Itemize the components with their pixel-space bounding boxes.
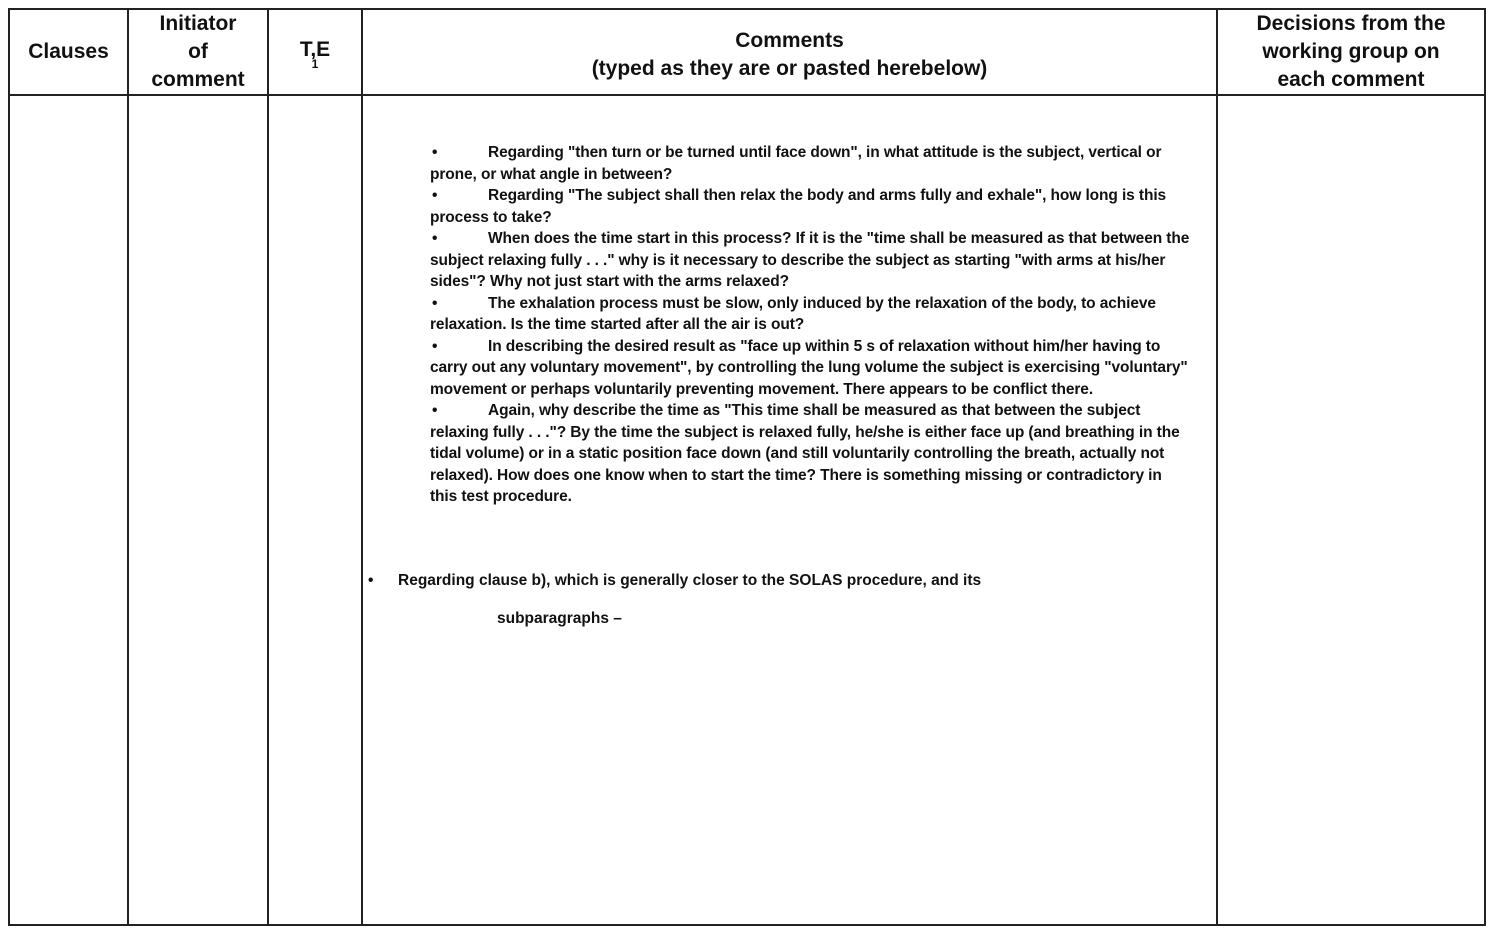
bullet-icon: •	[432, 187, 438, 204]
bullet-icon: •	[368, 572, 374, 589]
bullet-icon: •	[432, 230, 438, 247]
list-item: • Regarding "The subject shall then relax the body and arms fully and exhale", how long is this process to take?	[430, 187, 1167, 226]
header-te: T,E 1	[299, 38, 331, 71]
main-bullet-item: • Regarding clause b), which is generally closer to the SOLAS procedure, and its	[368, 570, 981, 592]
comment-sub-bullets	[430, 142, 1190, 508]
column-divider	[127, 10, 129, 924]
bullet-icon: •	[432, 294, 438, 312]
list-item: • When does the time start in this process? If it is the "time shall be measured as that between the subject relaxing fully . . ." why is it necessary to describe the subject as starting "with arms at his/her sides"? Why not just start with the arms relaxed?	[430, 230, 1190, 290]
bullet-icon: •	[432, 144, 438, 161]
column-divider	[361, 10, 363, 924]
bullet-icon: •	[432, 402, 438, 419]
bullet-icon: •	[432, 337, 438, 355]
header-comments: Comments (typed as they are or pasted herebelow)	[591, 29, 988, 80]
header-divider	[10, 94, 1484, 96]
header-decisions: Decisions from the working group on each comment	[1256, 12, 1446, 91]
list-item: • In describing the desired result as "face up within 5 s of relaxation without him/her having to carry out any voluntary movement", by controlling the lung volume the subject is exercising "voluntary" movement or perhaps voluntarily preventing movement. There appears to be conflict there.	[430, 337, 1188, 398]
list-item: • The exhalation process must be slow, only induced by the relaxation of the body, to achieve relaxation. Is the time started after all the air is out?	[430, 294, 1156, 333]
subparagraphs-label: subparagraphs –	[497, 610, 622, 627]
column-divider	[1216, 10, 1218, 924]
list-item: • Regarding "then turn or be turned until face down", in what attitude is the subject, vertical or prone, or what angle in between?	[430, 144, 1162, 183]
column-divider	[267, 10, 269, 924]
comment-table	[8, 8, 1486, 926]
header-clauses: Clauses	[28, 40, 109, 63]
list-item: • Again, why describe the time as "This time shall be measured as that between the subject relaxing fully . . ."? By the time the subject is relaxed fully, he/she is either face up (and breathing in the tidal volume) or in a static position face down (and still voluntarily controlling the breath, actually not relaxed). How does one know when to start the time? There is something missing or contradictory in this test procedure.	[430, 402, 1180, 505]
header-initiator: Initiator of comment	[151, 12, 245, 91]
